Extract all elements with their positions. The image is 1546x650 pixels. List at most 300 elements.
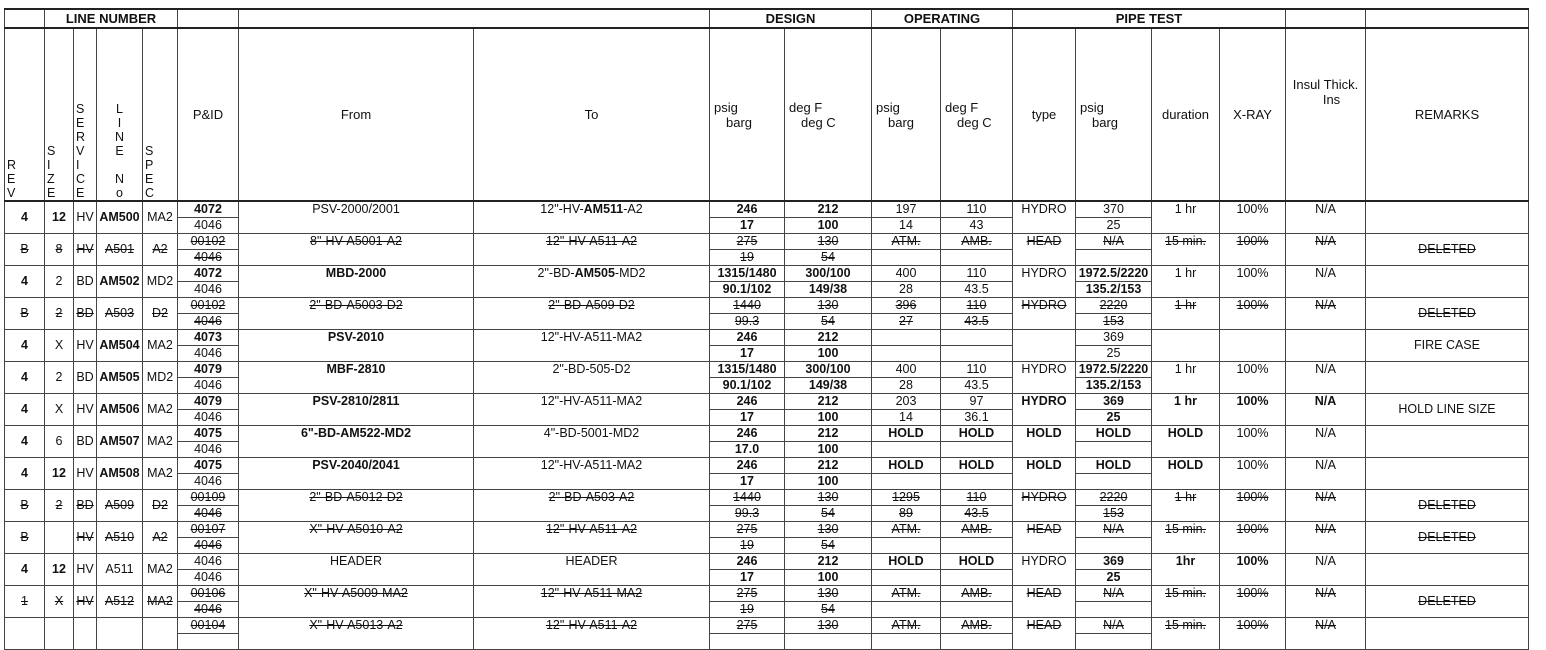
design-temp-c-cell: 54 bbox=[785, 506, 872, 522]
service-cell: HV bbox=[74, 554, 97, 586]
design-pressure-barg-cell: 90.1/102 bbox=[710, 378, 785, 394]
rev-cell: 1 bbox=[5, 586, 45, 618]
header-pid: P&ID bbox=[178, 28, 239, 201]
duration-cell: 15 min. bbox=[1152, 234, 1220, 266]
design-temp-cell: 300/100 bbox=[785, 266, 872, 282]
service-cell: HV bbox=[74, 234, 97, 266]
design-temp-c-cell: 100 bbox=[785, 474, 872, 490]
to-cell: 2"-BD-505-D2 bbox=[474, 362, 710, 394]
design-temp-c-cell: 100 bbox=[785, 570, 872, 586]
remarks-cell: HOLD LINE SIZE bbox=[1366, 394, 1529, 426]
operating-temp-c-cell bbox=[941, 602, 1013, 618]
xray-cell: 100% bbox=[1220, 522, 1286, 554]
test-pressure-cell: N/A bbox=[1076, 618, 1152, 634]
remarks-cell bbox=[1366, 426, 1529, 458]
operating-temp-c-cell bbox=[941, 538, 1013, 554]
test-pressure-cell: N/A bbox=[1076, 522, 1152, 538]
operating-pressure-barg-cell bbox=[872, 346, 941, 362]
header-operating: OPERATING bbox=[872, 9, 1013, 28]
design-pressure-cell: 246 bbox=[710, 330, 785, 346]
operating-pressure-barg-cell: 27 bbox=[872, 314, 941, 330]
xray-cell: 100% bbox=[1220, 586, 1286, 618]
xray-cell: 100% bbox=[1220, 618, 1286, 650]
remarks-cell bbox=[1366, 618, 1529, 650]
line-no-cell: A512 bbox=[97, 586, 143, 618]
design-pressure-cell: 246 bbox=[710, 201, 785, 218]
test-pressure-cell: 369 bbox=[1076, 330, 1152, 346]
line-no-cell: A503 bbox=[97, 298, 143, 330]
duration-cell: 15 min. bbox=[1152, 618, 1220, 650]
line-no-cell: A501 bbox=[97, 234, 143, 266]
test-pressure-barg-cell: 25 bbox=[1076, 218, 1152, 234]
header-line-number: LINE NUMBER bbox=[45, 9, 178, 28]
from-cell: X"-HV-A5009-MA2 bbox=[239, 586, 474, 618]
pid-sub-cell: 4046 bbox=[178, 282, 239, 298]
pid-cell: 00102 bbox=[178, 298, 239, 314]
pid-sub-cell: 4046 bbox=[178, 538, 239, 554]
test-type-cell: HYDRO bbox=[1013, 490, 1076, 522]
to-cell: 2"-BD-AM505-MD2 bbox=[474, 266, 710, 298]
xray-cell: 100% bbox=[1220, 201, 1286, 234]
test-pressure-barg-cell: 135.2/153 bbox=[1076, 378, 1152, 394]
pid-sub-cell: 4046 bbox=[178, 410, 239, 426]
size-cell: 2 bbox=[45, 266, 74, 298]
operating-pressure-cell: 396 bbox=[872, 298, 941, 314]
header-pipe-test: PIPE TEST bbox=[1013, 9, 1286, 28]
header-duration: duration bbox=[1152, 28, 1220, 201]
size-cell: 2 bbox=[45, 490, 74, 522]
test-type-cell: HYDRO bbox=[1013, 394, 1076, 426]
line-no-cell: AM504 bbox=[97, 330, 143, 362]
test-pressure-cell: N/A bbox=[1076, 234, 1152, 250]
size-cell: 2 bbox=[45, 298, 74, 330]
design-pressure-barg-cell bbox=[710, 634, 785, 650]
rev-cell: 4 bbox=[5, 458, 45, 490]
test-pressure-cell: HOLD bbox=[1076, 426, 1152, 442]
remarks-cell bbox=[1366, 554, 1529, 586]
pid-sub-cell: 4046 bbox=[178, 474, 239, 490]
design-temp-cell: 130 bbox=[785, 618, 872, 634]
table-row bbox=[5, 554, 1529, 570]
test-pressure-cell: 2220 bbox=[1076, 490, 1152, 506]
from-cell: 2"-BD-A5012-D2 bbox=[239, 490, 474, 522]
insul-cell: N/A bbox=[1286, 490, 1366, 522]
test-pressure-barg-cell bbox=[1076, 538, 1152, 554]
duration-cell: 15 min. bbox=[1152, 522, 1220, 554]
design-temp-cell: 300/100 bbox=[785, 362, 872, 378]
operating-pressure-barg-cell bbox=[872, 570, 941, 586]
design-pressure-cell: 246 bbox=[710, 426, 785, 442]
design-pressure-cell: 1440 bbox=[710, 490, 785, 506]
remarks-cell: FIRE CASE bbox=[1366, 330, 1529, 362]
design-temp-c-cell: 100 bbox=[785, 346, 872, 362]
design-temp-c-cell bbox=[785, 634, 872, 650]
operating-temp-cell: 110 bbox=[941, 298, 1013, 314]
rev-cell: 4 bbox=[5, 394, 45, 426]
operating-pressure-barg-cell bbox=[872, 250, 941, 266]
design-pressure-barg-cell: 17 bbox=[710, 346, 785, 362]
design-temp-c-cell: 54 bbox=[785, 602, 872, 618]
from-cell: PSV-2810/2811 bbox=[239, 394, 474, 426]
from-cell: X"-HV-A5013-A2 bbox=[239, 618, 474, 650]
table-row bbox=[5, 266, 1529, 282]
design-pressure-cell: 275 bbox=[710, 522, 785, 538]
test-pressure-barg-cell: 135.2/153 bbox=[1076, 282, 1152, 298]
xray-cell bbox=[1220, 330, 1286, 362]
test-pressure-barg-cell bbox=[1076, 474, 1152, 490]
header-rev: R E V bbox=[7, 158, 17, 200]
pid-cell: 00107 bbox=[178, 522, 239, 538]
design-temp-cell: 212 bbox=[785, 554, 872, 570]
operating-temp-cell: 110 bbox=[941, 266, 1013, 282]
xray-cell: 100% bbox=[1220, 362, 1286, 394]
operating-temp-cell: 97 bbox=[941, 394, 1013, 410]
design-pressure-barg-cell: 99.3 bbox=[710, 314, 785, 330]
header-size: S I Z E bbox=[47, 144, 56, 200]
service-cell: HV bbox=[74, 458, 97, 490]
pid-sub-cell: 4046 bbox=[178, 346, 239, 362]
design-pressure-barg-cell: 19 bbox=[710, 602, 785, 618]
operating-pressure-barg-cell bbox=[872, 602, 941, 618]
header-line-no: L I N E N o bbox=[114, 102, 125, 200]
size-cell bbox=[45, 618, 74, 650]
test-pressure-cell: 369 bbox=[1076, 554, 1152, 570]
spec-cell: MD2 bbox=[143, 266, 178, 298]
operating-pressure-cell: 203 bbox=[872, 394, 941, 410]
operating-temp-cell: 110 bbox=[941, 201, 1013, 218]
pid-cell: 00104 bbox=[178, 618, 239, 634]
header-blank-fromto bbox=[239, 9, 710, 28]
to-cell: 2"-BD-A503-A2 bbox=[474, 490, 710, 522]
header-blank-insul bbox=[1286, 9, 1366, 28]
pid-sub-cell: 4046 bbox=[178, 442, 239, 458]
insul-cell: N/A bbox=[1286, 266, 1366, 298]
rev-cell: 4 bbox=[5, 554, 45, 586]
design-pressure-barg-cell: 17.0 bbox=[710, 442, 785, 458]
spec-cell bbox=[143, 618, 178, 650]
design-pressure-barg-cell: 99.3 bbox=[710, 506, 785, 522]
xray-cell: 100% bbox=[1220, 266, 1286, 298]
from-cell: PSV-2040/2041 bbox=[239, 458, 474, 490]
service-cell: HV bbox=[74, 522, 97, 554]
insul-cell: N/A bbox=[1286, 298, 1366, 330]
header-test-type: type bbox=[1013, 28, 1076, 201]
from-cell: 6"-BD-AM522-MD2 bbox=[239, 426, 474, 458]
header-operating-pressure: psig barg bbox=[872, 28, 941, 201]
operating-pressure-cell: ATM. bbox=[872, 618, 941, 634]
to-cell: 4"-BD-5001-MD2 bbox=[474, 426, 710, 458]
pid-cell: 4072 bbox=[178, 201, 239, 218]
spec-cell: MA2 bbox=[143, 458, 178, 490]
remarks-cell bbox=[1366, 362, 1529, 394]
remarks-cell bbox=[1366, 458, 1529, 490]
operating-temp-c-cell: 36.1 bbox=[941, 410, 1013, 426]
xray-cell: 100% bbox=[1220, 394, 1286, 426]
insul-cell: N/A bbox=[1286, 522, 1366, 554]
test-pressure-cell: HOLD bbox=[1076, 458, 1152, 474]
to-cell: 12"-HV-AM511-A2 bbox=[474, 201, 710, 234]
design-temp-cell: 212 bbox=[785, 394, 872, 410]
test-type-cell: HYDRO bbox=[1013, 298, 1076, 330]
test-type-cell: HYDRO bbox=[1013, 362, 1076, 394]
design-pressure-cell: 1315/1480 bbox=[710, 266, 785, 282]
line-no-cell: A510 bbox=[97, 522, 143, 554]
table-row bbox=[5, 522, 1529, 538]
xray-cell: 100% bbox=[1220, 426, 1286, 458]
service-cell: HV bbox=[74, 330, 97, 362]
from-cell: 2"-BD-A5003-D2 bbox=[239, 298, 474, 330]
remarks-cell bbox=[1366, 266, 1529, 298]
design-temp-cell: 212 bbox=[785, 426, 872, 442]
operating-pressure-barg-cell: 14 bbox=[872, 410, 941, 426]
size-cell bbox=[45, 522, 74, 554]
rev-cell: 4 bbox=[5, 362, 45, 394]
size-cell: 12 bbox=[45, 201, 74, 234]
to-cell: 2"-BD-A509-D2 bbox=[474, 298, 710, 330]
operating-pressure-cell: ATM. bbox=[872, 586, 941, 602]
table-row bbox=[5, 394, 1529, 410]
operating-temp-cell: AMB. bbox=[941, 234, 1013, 250]
design-temp-cell: 130 bbox=[785, 522, 872, 538]
service-cell: BD bbox=[74, 490, 97, 522]
pid-cell: 4079 bbox=[178, 394, 239, 410]
test-pressure-barg-cell: 153 bbox=[1076, 506, 1152, 522]
pid-cell: 00102 bbox=[178, 234, 239, 250]
line-no-cell: A509 bbox=[97, 490, 143, 522]
from-cell: 8"-HV-A5001-A2 bbox=[239, 234, 474, 266]
from-cell: HEADER bbox=[239, 554, 474, 586]
duration-cell bbox=[1152, 330, 1220, 362]
operating-temp-c-cell: 43.5 bbox=[941, 282, 1013, 298]
insul-cell: N/A bbox=[1286, 426, 1366, 458]
spec-cell: MA2 bbox=[143, 586, 178, 618]
test-pressure-barg-cell bbox=[1076, 634, 1152, 650]
spec-cell: MA2 bbox=[143, 201, 178, 234]
operating-pressure-cell: 1295 bbox=[872, 490, 941, 506]
insul-cell: N/A bbox=[1286, 586, 1366, 618]
size-cell: X bbox=[45, 586, 74, 618]
design-pressure-cell: 275 bbox=[710, 618, 785, 634]
pid-sub-cell: 4046 bbox=[178, 250, 239, 266]
line-no-cell: AM507 bbox=[97, 426, 143, 458]
test-pressure-barg-cell: 25 bbox=[1076, 570, 1152, 586]
pid-cell: 4073 bbox=[178, 330, 239, 346]
rev-cell: 4 bbox=[5, 266, 45, 298]
test-type-cell: HYDRO bbox=[1013, 266, 1076, 298]
design-temp-cell: 212 bbox=[785, 330, 872, 346]
service-cell: HV bbox=[74, 394, 97, 426]
design-pressure-cell: 275 bbox=[710, 234, 785, 250]
rev-cell: 4 bbox=[5, 426, 45, 458]
duration-cell: 1 hr bbox=[1152, 201, 1220, 234]
spec-cell: A2 bbox=[143, 234, 178, 266]
design-temp-cell: 212 bbox=[785, 201, 872, 218]
design-pressure-cell: 246 bbox=[710, 394, 785, 410]
pid-cell: 4072 bbox=[178, 266, 239, 282]
duration-cell: 1 hr bbox=[1152, 490, 1220, 522]
spec-cell: D2 bbox=[143, 298, 178, 330]
operating-temp-cell: HOLD bbox=[941, 554, 1013, 570]
design-pressure-barg-cell: 90.1/102 bbox=[710, 282, 785, 298]
design-temp-c-cell: 54 bbox=[785, 314, 872, 330]
test-type-cell: HYDRO bbox=[1013, 201, 1076, 234]
service-cell bbox=[74, 618, 97, 650]
remarks-cell bbox=[1366, 201, 1529, 234]
test-type-cell: HEAD bbox=[1013, 618, 1076, 650]
pid-sub-cell: 4046 bbox=[178, 314, 239, 330]
spec-cell: MA2 bbox=[143, 426, 178, 458]
header-insul: Insul Thick. Ins bbox=[1286, 28, 1366, 201]
rev-cell: B bbox=[5, 522, 45, 554]
test-pressure-cell: 369 bbox=[1076, 394, 1152, 410]
duration-cell: 15 min. bbox=[1152, 586, 1220, 618]
operating-pressure-barg-cell: 14 bbox=[872, 218, 941, 234]
design-pressure-barg-cell: 17 bbox=[710, 570, 785, 586]
design-pressure-barg-cell: 17 bbox=[710, 218, 785, 234]
table-row bbox=[5, 201, 1529, 218]
design-pressure-cell: 246 bbox=[710, 554, 785, 570]
test-pressure-cell: N/A bbox=[1076, 586, 1152, 602]
from-cell: MBF-2810 bbox=[239, 362, 474, 394]
table-row bbox=[5, 298, 1529, 314]
duration-cell: 1 hr bbox=[1152, 266, 1220, 298]
to-cell: 12"-HV-A511-A2 bbox=[474, 618, 710, 650]
service-cell: HV bbox=[74, 586, 97, 618]
to-cell: 12"-HV-A511-MA2 bbox=[474, 330, 710, 362]
duration-cell: HOLD bbox=[1152, 426, 1220, 458]
design-temp-cell: 130 bbox=[785, 586, 872, 602]
operating-pressure-cell bbox=[872, 330, 941, 346]
design-temp-cell: 130 bbox=[785, 298, 872, 314]
from-cell: PSV-2010 bbox=[239, 330, 474, 362]
test-pressure-cell: 370 bbox=[1076, 201, 1152, 218]
line-no-cell bbox=[97, 618, 143, 650]
spec-cell: MA2 bbox=[143, 394, 178, 426]
service-cell: BD bbox=[74, 362, 97, 394]
line-no-cell: AM502 bbox=[97, 266, 143, 298]
operating-temp-c-cell bbox=[941, 250, 1013, 266]
operating-temp-c-cell bbox=[941, 634, 1013, 650]
design-temp-c-cell: 100 bbox=[785, 442, 872, 458]
table-row bbox=[5, 234, 1529, 250]
size-cell: X bbox=[45, 330, 74, 362]
duration-cell: 1 hr bbox=[1152, 298, 1220, 330]
pid-cell: 00109 bbox=[178, 490, 239, 506]
spec-cell: D2 bbox=[143, 490, 178, 522]
test-type-cell: HEAD bbox=[1013, 586, 1076, 618]
to-cell: 12"-HV-A511-MA2 bbox=[474, 586, 710, 618]
header-test-pressure: psig barg bbox=[1076, 28, 1152, 201]
pid-sub-cell: 4046 bbox=[178, 602, 239, 618]
test-pressure-barg-cell: 153 bbox=[1076, 314, 1152, 330]
design-pressure-cell: 1315/1480 bbox=[710, 362, 785, 378]
test-pressure-barg-cell: 25 bbox=[1076, 346, 1152, 362]
header-service: S E R V I C E bbox=[76, 102, 86, 200]
operating-temp-cell bbox=[941, 330, 1013, 346]
operating-temp-cell: HOLD bbox=[941, 426, 1013, 442]
operating-pressure-cell: 400 bbox=[872, 362, 941, 378]
test-pressure-cell: 2220 bbox=[1076, 298, 1152, 314]
spec-cell: MA2 bbox=[143, 330, 178, 362]
insul-cell: N/A bbox=[1286, 618, 1366, 650]
pid-sub-cell bbox=[178, 634, 239, 650]
line-no-cell: AM500 bbox=[97, 201, 143, 234]
header-to: To bbox=[474, 28, 710, 201]
rev-cell: B bbox=[5, 298, 45, 330]
operating-pressure-barg-cell: 28 bbox=[872, 282, 941, 298]
from-cell: MBD-2000 bbox=[239, 266, 474, 298]
design-temp-cell: 212 bbox=[785, 458, 872, 474]
service-cell: BD bbox=[74, 426, 97, 458]
pid-cell: 00106 bbox=[178, 586, 239, 602]
line-no-cell: AM508 bbox=[97, 458, 143, 490]
xray-cell: 100% bbox=[1220, 458, 1286, 490]
duration-cell: 1 hr bbox=[1152, 394, 1220, 426]
service-cell: BD bbox=[74, 266, 97, 298]
pid-cell: 4046 bbox=[178, 554, 239, 570]
operating-pressure-cell: ATM. bbox=[872, 522, 941, 538]
xray-cell: 100% bbox=[1220, 234, 1286, 266]
operating-pressure-barg-cell bbox=[872, 442, 941, 458]
from-cell: PSV-2000/2001 bbox=[239, 201, 474, 234]
operating-pressure-cell: HOLD bbox=[872, 458, 941, 474]
operating-temp-cell: AMB. bbox=[941, 522, 1013, 538]
header-design-pressure: psig barg bbox=[710, 28, 785, 201]
line-no-cell: AM505 bbox=[97, 362, 143, 394]
operating-temp-c-cell: 43.5 bbox=[941, 378, 1013, 394]
to-cell: 12"-HV-A511-MA2 bbox=[474, 394, 710, 426]
header-operating-temp: deg F deg C bbox=[941, 28, 1013, 201]
header-from: From bbox=[239, 28, 474, 201]
operating-temp-cell: AMB. bbox=[941, 618, 1013, 634]
header-blank-pid bbox=[178, 9, 239, 28]
size-cell: 6 bbox=[45, 426, 74, 458]
insul-cell: N/A bbox=[1286, 234, 1366, 266]
pid-sub-cell: 4046 bbox=[178, 506, 239, 522]
operating-pressure-barg-cell bbox=[872, 538, 941, 554]
service-cell: BD bbox=[74, 298, 97, 330]
rev-cell bbox=[5, 618, 45, 650]
header-remarks: REMARKS bbox=[1366, 28, 1529, 201]
duration-cell: 1 hr bbox=[1152, 362, 1220, 394]
design-pressure-cell: 246 bbox=[710, 458, 785, 474]
header-xray: X-RAY bbox=[1220, 28, 1286, 201]
design-temp-c-cell: 100 bbox=[785, 410, 872, 426]
operating-temp-cell: 110 bbox=[941, 490, 1013, 506]
table-row bbox=[5, 490, 1529, 506]
design-pressure-barg-cell: 19 bbox=[710, 538, 785, 554]
line-no-cell: A511 bbox=[97, 554, 143, 586]
size-cell: X bbox=[45, 394, 74, 426]
test-type-cell: HOLD bbox=[1013, 426, 1076, 458]
operating-pressure-cell: HOLD bbox=[872, 426, 941, 442]
design-temp-c-cell: 100 bbox=[785, 218, 872, 234]
spec-cell: A2 bbox=[143, 522, 178, 554]
from-cell: X"-HV-A5010-A2 bbox=[239, 522, 474, 554]
header-design: DESIGN bbox=[710, 9, 872, 28]
line-list-table bbox=[4, 8, 1529, 650]
table-row bbox=[5, 586, 1529, 602]
line-no-cell: AM506 bbox=[97, 394, 143, 426]
design-temp-c-cell: 54 bbox=[785, 250, 872, 266]
remarks-cell: DELETED bbox=[1366, 586, 1529, 618]
size-cell: 8 bbox=[45, 234, 74, 266]
operating-pressure-barg-cell bbox=[872, 474, 941, 490]
test-pressure-barg-cell: 25 bbox=[1076, 410, 1152, 426]
design-temp-c-cell: 54 bbox=[785, 538, 872, 554]
test-type-cell: HYDRO bbox=[1013, 554, 1076, 586]
design-pressure-barg-cell: 17 bbox=[710, 410, 785, 426]
